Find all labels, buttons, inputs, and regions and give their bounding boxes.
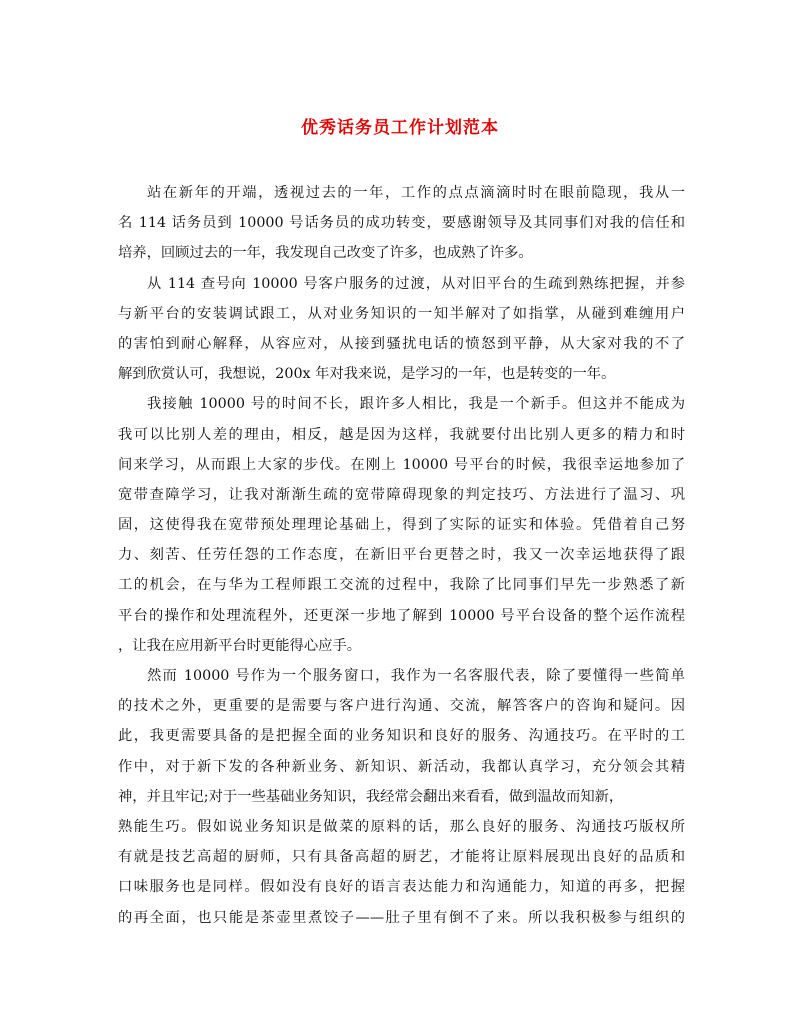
body-line: 工的机会，在与华为工程师跟工交流的过程中，我除了比同事们早先一步熟悉了新 xyxy=(118,577,685,594)
body-line: 的技术之外，更重要的是需要与客户进行沟通、交流，解答客户的咨询和疑问。因 xyxy=(118,698,685,715)
body-line: 有就是技艺高超的厨师，只有具备高超的厨艺，才能将让原料展现出良好的品质和 xyxy=(118,849,685,866)
body-line: 间来学习，从而跟上大家的步伐。在刚上 10000 号平台的时候，我很幸运地参加了 xyxy=(118,456,685,473)
body-line: 宽带查障学习，让我对渐渐生疏的宽带障碍现象的判定技巧、方法进行了温习、巩 xyxy=(118,486,685,503)
body-line: 的再全面，也只能是茶壶里煮饺子——肚子里有倒不了来。所以我积极参与组织的 xyxy=(118,909,685,926)
body-line: 站在新年的开端，透视过去的一年，工作的点点滴滴时时在眼前隐现，我从一 xyxy=(147,185,685,201)
body-line: 培养，回顾过去的一年，我发现自己改变了许多，也成熟了许多。 xyxy=(118,245,533,262)
body-line: 的害怕到耐心解释，从容应对，从接到骚扰电话的愤怒到平静，从大家对我的不了 xyxy=(118,335,685,352)
body-line: 熟能生巧。假如说业务知识是做菜的原料的话，那么良好的服务、沟通技巧版权所 xyxy=(118,818,685,835)
body-line: 神，并且牢记;对于一些基础业务知识，我经常会翻出来看看，做到温故而知新， xyxy=(118,788,624,805)
document-body xyxy=(118,178,685,933)
body-line: 此，我更需要具备的是把握全面的业务知识和良好的服务、沟通技巧。在平时的工 xyxy=(118,728,685,745)
body-line: 固，这使得我在宽带预处理理论基础上，得到了实际的证实和体验。凭借着自己努 xyxy=(118,517,685,534)
body-line: 平台的操作和处理流程外，还更深一步地了解到 10000 号平台设备的整个运作流程 xyxy=(118,607,685,624)
body-line: 口味服务也是同样。假如没有良好的语言表达能力和沟通能力，知道的再多，把握 xyxy=(118,879,685,896)
body-line: ，让我在应用新平台时更能得心应手。 xyxy=(118,637,362,654)
body-line: 解到欣赏认可，我想说，200x 年对我来说，是学习的一年，也是转变的一年。 xyxy=(118,366,616,383)
body-line: 从 114 查号向 10000 号客户服务的过渡，从对旧平台的生疏到熟练把握，并参 xyxy=(147,275,685,292)
body-line: 我可以比别人差的理由，相反，越是因为这样，我就要付出比别人更多的精力和时 xyxy=(118,426,685,443)
body-line: 与新平台的安装调试跟工，从对业务知识的一知半解对了如指掌，从碰到难缠用户 xyxy=(118,305,685,322)
body-line: 然而 10000 号作为一个服务窗口，我作为一名客服代表，除了要懂得一些简单 xyxy=(147,668,685,684)
body-line: 力、刻苦、任劳任怨的工作态度，在新旧平台更替之时，我又一次幸运地获得了跟 xyxy=(118,547,685,564)
body-line: 名 114 话务员到 10000 号话务员的成功转变，要感谢领导及其同事们对我的信任和 xyxy=(118,215,685,232)
document-title: 优秀话务员工作计划范本 xyxy=(301,118,499,138)
body-line: 作中，对于新下发的各种新业务、新知识、新活动，我都认真学习，充分领会其精 xyxy=(118,758,685,775)
body-line: 我接触 10000 号的时间不长，跟许多人相比，我是一个新手。但这并不能成为 xyxy=(147,396,685,413)
